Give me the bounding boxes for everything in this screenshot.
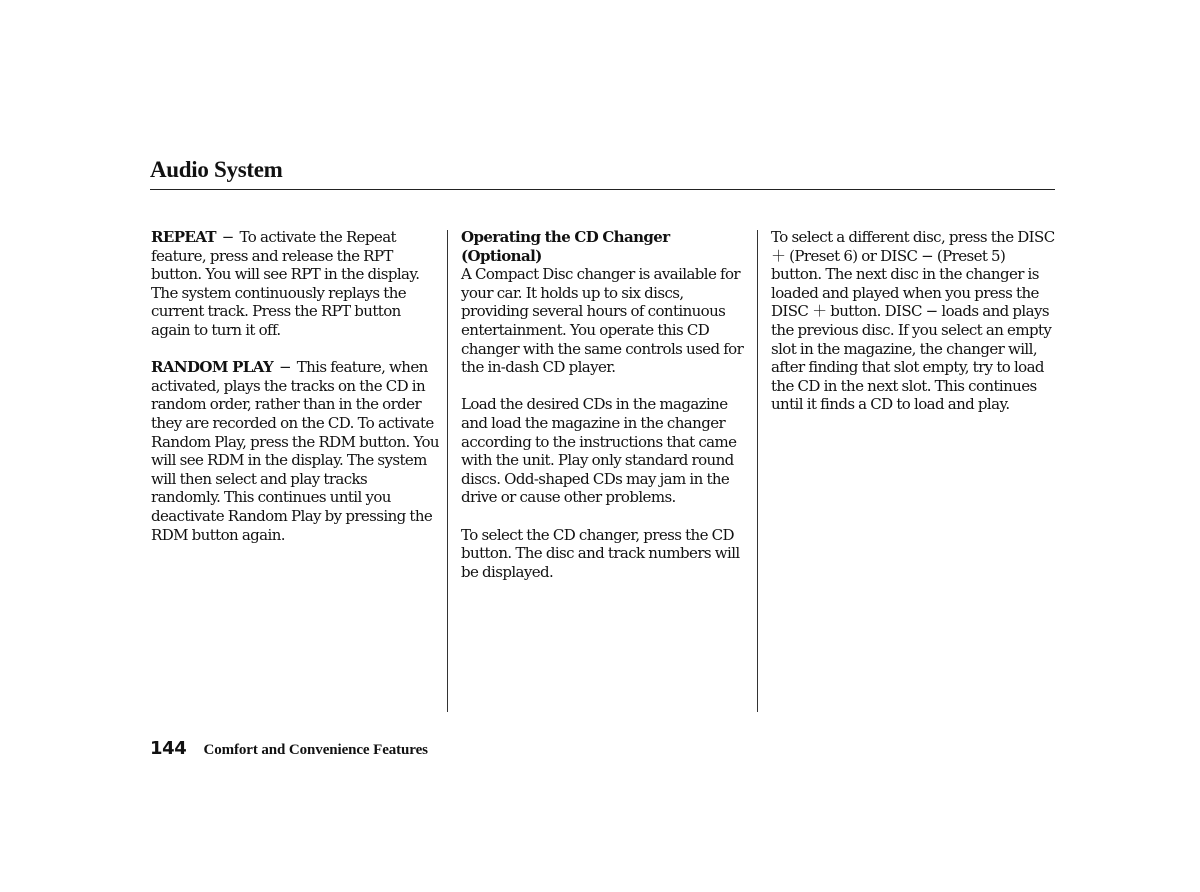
cd-changer-intro-paragraph: [461, 228, 746, 377]
cd-changer-heading: Operating the CD Changer (Optional): [461, 228, 670, 265]
load-cds-paragraph: Load the desired CDs in the magazine and load the magazine in the changer according to the instructions that came with the unit. Play only standard round discs. Odd-shaped CDs may jam in the drive or cause other problems.: [461, 395, 737, 507]
random-play-text: This feature, when activated, plays the tracks on the CD in random order, rather than in the order they are recorded on the CD. To activate Random Play, press the RDM button. You will see RDM in the display. The system will then select and play tracks randomly. This continues until you deactivate Random Play by pressing the RDM button again.: [151, 358, 439, 544]
section-name: Comfort and Convenience Features: [203, 742, 428, 758]
repeat-text: To activate the Repeat feature, press and release the RPT button. You will see RPT in the display. The system continuously replays the current track. Press the RPT button again to turn it off.: [151, 228, 420, 339]
column-divider-1: [447, 230, 448, 712]
select-disc-paragraph: To select a different disc, press the DISC ＋ (Preset 6) or DISC − (Preset 5) button. The next disc in the changer is loaded and played when you press the DISC ＋ button. DISC − loads and plays the previous disc. If you select an empty slot in the magazine, the changer will, after finding that slot empty, try to load the CD in the next slot. This continues until it finds a CD to load and play.: [771, 228, 1055, 414]
page-footer: [150, 738, 428, 759]
random-play-dash: −: [278, 358, 291, 377]
random-play-paragraph: [151, 358, 439, 544]
cd-changer-intro-text: A Compact Disc changer is available for your car. It holds up to six discs, providing several hours of continuous entertainment. You operate this CD changer with the same controls used for the in-dash CD player.: [461, 265, 744, 377]
column-divider-2: [757, 230, 758, 712]
random-play-term: RANDOM PLAY: [151, 358, 274, 377]
page-number: 144: [150, 738, 187, 759]
repeat-paragraph: [151, 228, 439, 340]
column-1: [151, 228, 439, 544]
title-divider: [150, 189, 1055, 190]
column-3: [771, 228, 1056, 414]
page-title: Audio System: [150, 157, 283, 182]
select-changer-paragraph: To select the CD changer, press the CD button. The disc and track numbers will be displayed.: [461, 525, 740, 581]
repeat-dash: −: [221, 228, 234, 246]
column-2: [461, 228, 746, 581]
repeat-term: REPEAT: [151, 228, 216, 246]
